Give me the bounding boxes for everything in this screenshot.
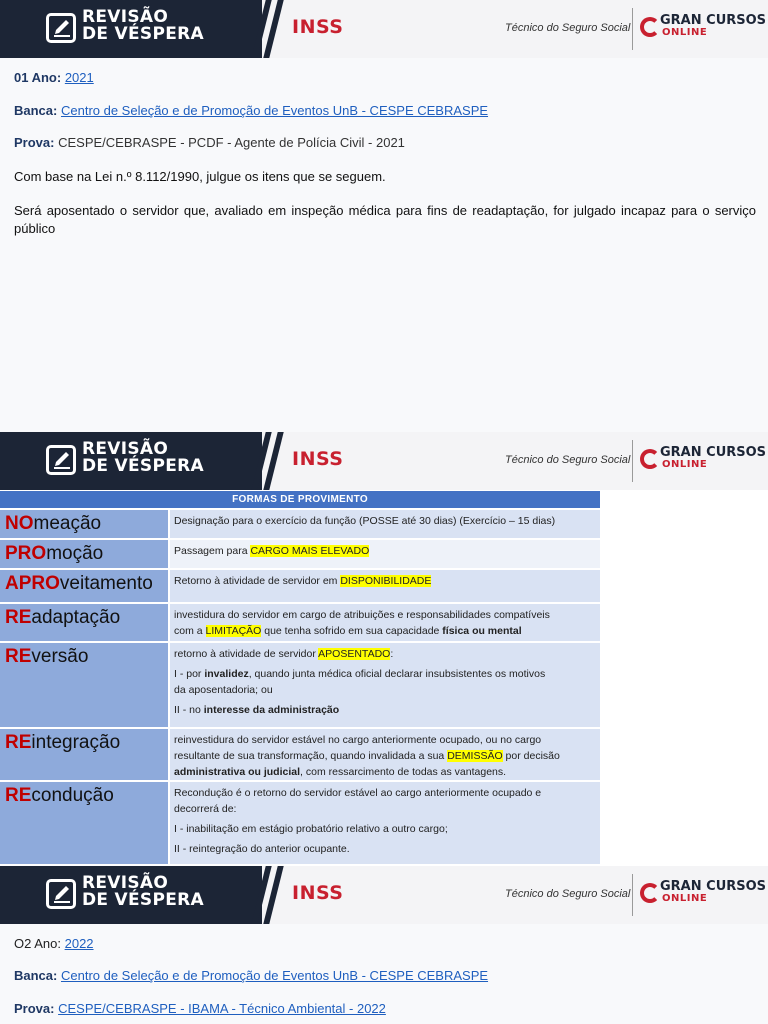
text-segment: resultante de sua transformação, quando invalidada a sua xyxy=(174,750,448,762)
highlight-text: APOSENTADO xyxy=(318,648,391,660)
prova-link[interactable]: CESPE/CEBRASPE - IBAMA - Técnico Ambiental - 2022 xyxy=(58,1001,386,1016)
role-title: Técnico do Seguro Social xyxy=(505,888,631,900)
year-link[interactable]: 2021 xyxy=(64,70,94,85)
table-row xyxy=(0,508,600,538)
logo-line1: REVISÃO xyxy=(82,7,169,27)
term-cell xyxy=(0,729,170,780)
description-line xyxy=(174,785,596,801)
description-cell xyxy=(170,729,600,780)
question-2 xyxy=(0,924,768,1024)
text-segment: Passagem para xyxy=(174,545,251,557)
text-segment: da aposentadoria; ou xyxy=(174,684,273,696)
role-title: Técnico do Seguro Social xyxy=(505,454,631,466)
brand-line2: ONLINE xyxy=(662,27,708,38)
text-segment: reinvestidura do servidor estável no cargo anteriormente ocupado, ou no cargo xyxy=(174,734,542,746)
prova-line xyxy=(14,134,405,152)
logo xyxy=(82,441,204,475)
term-prefix: APRO xyxy=(5,573,60,594)
description-line xyxy=(174,513,596,529)
bold-text: administrativa ou judicial xyxy=(174,766,301,778)
brand-line2: ONLINE xyxy=(662,893,708,904)
description-cell xyxy=(170,570,600,602)
text-segment: investidura do servidor em cargo de atribuições e responsabilidades compatíveis xyxy=(174,609,550,621)
description-line xyxy=(174,682,596,698)
role-title: Técnico do Seguro Social xyxy=(505,22,631,34)
term-suffix: veitamento xyxy=(59,573,153,594)
term-prefix: RE xyxy=(5,732,32,753)
statement: Com base na Lei n.º 8.112/1990, julgue os itens que se seguem. xyxy=(14,169,386,184)
term-cell xyxy=(0,643,170,727)
description-line xyxy=(174,821,596,837)
header-banner xyxy=(0,432,768,490)
text-segment: por decisão xyxy=(502,750,560,762)
provimento-table xyxy=(0,491,600,864)
banca-link[interactable]: Centro de Seleção e de Promoção de Eventos UnB - CESPE CEBRASPE xyxy=(60,968,489,983)
table-row xyxy=(0,568,600,602)
description-line xyxy=(174,607,596,623)
description-line xyxy=(174,623,596,639)
bold-text: física ou mental xyxy=(442,625,522,637)
header-banner xyxy=(0,866,768,924)
pencil-icon xyxy=(46,445,76,475)
year-line xyxy=(14,69,94,87)
highlight-text: DISPONIBILIDADE xyxy=(340,575,432,587)
text-segment: Retorno à atividade de servidor em xyxy=(174,575,341,587)
pencil-icon xyxy=(46,13,76,43)
text-segment: I - inabilitação em estágio probatório relativo a outro cargo; xyxy=(174,823,448,835)
description-line xyxy=(174,646,596,662)
term-prefix: RE xyxy=(5,646,32,667)
year-line xyxy=(14,935,94,953)
highlight-text: CARGO MAIS ELEVADO xyxy=(250,545,370,557)
term-cell xyxy=(0,540,170,568)
description-line xyxy=(174,543,596,559)
brand-logo xyxy=(660,15,766,39)
logo-line2: DE VÉSPERA xyxy=(82,456,204,476)
bold-text: invalidez xyxy=(204,668,249,680)
banca-label: Banca: xyxy=(14,103,58,118)
logo-line1: REVISÃO xyxy=(82,873,169,893)
banca-line xyxy=(14,102,488,120)
description-cell xyxy=(170,604,600,641)
year-label: 01 Ano: xyxy=(14,70,62,85)
logo xyxy=(82,9,204,43)
highlight-text: LIMITAÇÃO xyxy=(205,625,262,637)
description-line xyxy=(174,732,596,748)
term-cell xyxy=(0,604,170,641)
logo-line2: DE VÉSPERA xyxy=(82,24,204,44)
brand-line1: GRAN CURSOS xyxy=(660,13,767,28)
text-segment: : xyxy=(390,648,394,660)
term-prefix: NO xyxy=(5,513,34,534)
text-segment: , quando junta médica oficial declarar insubsistentes os motivos xyxy=(248,668,546,680)
exam-title: INSS xyxy=(292,882,344,904)
logo-line1: REVISÃO xyxy=(82,439,169,459)
divider xyxy=(632,874,633,916)
question-item: Será aposentado o servidor que, avaliado em inspeção médica para fins de readaptação, for julgado incapaz para o serviço público xyxy=(14,203,756,236)
table-row xyxy=(0,780,600,864)
prova-label: Prova: xyxy=(14,135,55,150)
description-cell xyxy=(170,510,600,538)
text-segment: que tenha sofrido em sua capacidade xyxy=(261,625,443,637)
text-segment: , com ressarcimento de todas as vantagens. xyxy=(300,766,507,778)
term-prefix: RE xyxy=(5,785,32,806)
brand-line2: ONLINE xyxy=(662,459,708,470)
text-segment: II - reintegração do anterior ocupante. xyxy=(174,843,350,855)
exam-title: INSS xyxy=(292,16,344,38)
year-link[interactable]: 2022 xyxy=(64,936,94,951)
prova-label: Prova: xyxy=(14,1001,55,1016)
table-row xyxy=(0,727,600,780)
table-row xyxy=(0,641,600,727)
brand-g-icon xyxy=(640,17,660,37)
text-segment: retorno à atividade de servidor xyxy=(174,648,319,660)
table-title: FORMAS DE PROVIMENTO xyxy=(0,491,600,508)
text-segment: com a xyxy=(174,625,206,637)
description-line xyxy=(174,573,596,589)
term-suffix: versão xyxy=(31,646,89,667)
description-line xyxy=(174,666,596,682)
term-suffix: moção xyxy=(46,543,104,564)
description-line xyxy=(174,801,596,817)
banca-link[interactable]: Centro de Seleção e de Promoção de Eventos UnB - CESPE CEBRASPE xyxy=(60,103,489,118)
brand-g-icon xyxy=(640,883,660,903)
header-banner xyxy=(0,0,768,58)
brand-g-icon xyxy=(640,449,660,469)
text-segment: Designação para o exercício da função (POSSE até 30 dias) (Exercício – 15 dias) xyxy=(174,515,556,527)
text-segment: I - por xyxy=(174,668,205,680)
divider xyxy=(632,440,633,482)
description-cell xyxy=(170,643,600,727)
divider xyxy=(632,8,633,50)
banca-label: Banca: xyxy=(14,968,58,983)
term-cell xyxy=(0,510,170,538)
term-suffix: meação xyxy=(33,513,102,534)
banca-line xyxy=(14,967,488,985)
pencil-icon xyxy=(46,879,76,909)
term-suffix: condução xyxy=(31,785,114,806)
exam-title: INSS xyxy=(292,448,344,470)
description-line xyxy=(174,702,596,718)
prova-line xyxy=(14,1000,386,1018)
description-line xyxy=(174,748,596,764)
term-prefix: RE xyxy=(5,607,32,628)
term-suffix: integração xyxy=(31,732,121,753)
text-segment: II - no xyxy=(174,704,204,716)
term-suffix: adaptação xyxy=(31,607,121,628)
description-line xyxy=(174,841,596,857)
brand-logo xyxy=(660,447,766,471)
term-cell xyxy=(0,570,170,602)
description-line xyxy=(174,764,596,780)
term-prefix: PRO xyxy=(5,543,47,564)
table-row xyxy=(0,602,600,641)
description-cell xyxy=(170,782,600,864)
table-row xyxy=(0,538,600,568)
logo xyxy=(82,875,204,909)
bold-text: interesse da administração xyxy=(203,704,340,716)
prova-text: CESPE/CEBRASPE - PCDF - Agente de Polícia Civil - 2021 xyxy=(58,135,405,150)
year-label: O2 Ano: xyxy=(14,936,61,951)
term-cell xyxy=(0,782,170,864)
description-cell xyxy=(170,540,600,568)
brand-line1: GRAN CURSOS xyxy=(660,879,767,894)
text-segment: decorrerá de: xyxy=(174,803,237,815)
brand-logo xyxy=(660,881,766,905)
brand-line1: GRAN CURSOS xyxy=(660,445,767,460)
highlight-text: DEMISSÃO xyxy=(447,750,503,762)
question-1 xyxy=(0,58,768,432)
text-segment: Recondução é o retorno do servidor estável ao cargo anteriormente ocupado e xyxy=(174,787,542,799)
logo-line2: DE VÉSPERA xyxy=(82,890,204,910)
